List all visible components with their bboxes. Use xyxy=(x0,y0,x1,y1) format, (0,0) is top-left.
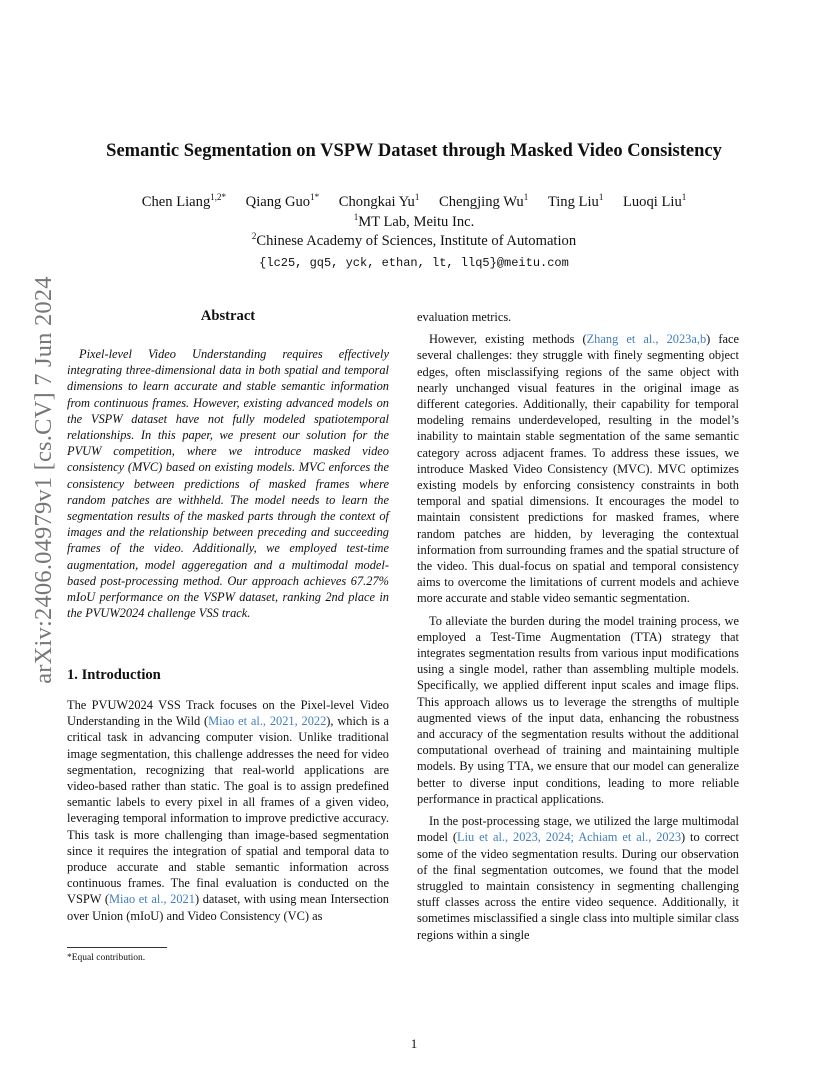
abstract-paragraph: Pixel-level Video Understanding requires effectively integrating three-dimensional data in both spatial and temporal dimensions to learn accurate and stable semantic information from continuous frames. However, existing advanced models on the VSPW dataset have not fully modeled spatiotemporal relationships. In this paper, we present our solution for the PVUW competition, where we introduce masked video consistency (MVC) based on existing models. MVC enforces the consistency between predictions of masked frames where random patches are withheld. The model needs to learn the segmentation results of the masked parts through the context of images and the relationship between preceding and succeeding frames of the video. Additionally, we employed test-time augmentation, model aggeregation and a multimodal model-based post-processing method. Our approach achieves 67.27% mIoU performance on the VSPW dataset, ranking 2nd place in the PVUW2024 challenge VSS track. xyxy=(67,347,389,621)
section-heading-introduction: 1. Introduction xyxy=(67,667,161,683)
page-number: 1 xyxy=(410,1036,418,1051)
right-column-text xyxy=(417,309,739,943)
continued-text: evaluation metrics. xyxy=(417,310,512,324)
footnote-rule xyxy=(67,947,167,948)
citation-link[interactable]: Miao et al., 2021 xyxy=(108,892,195,907)
author-list xyxy=(0,194,828,211)
body-paragraph: To alleviate the burden during the model training process, we employed a Test-Time Augmentation (TTA) strategy that integrates segmentation results from various input modifications using a single model, rather than assembling multiple models. Specifically, we applied different input scales and image flips. This approach allows us to leverage the strengths of multiple augmented views of the input data, enhancing the robustness and accuracy of the segmentation results without the additional computational overhead of training and maintaining multiple models. By using TTA, we ensure that our model can generalize better to diverse input conditions, leading to more reliable performance in practical applications. xyxy=(417,613,739,806)
citation-link[interactable]: Liu et al., 2023, 2024; Achiam et al., 2023 xyxy=(457,830,682,845)
author: Ting Liu$^1$ xyxy=(547,192,604,210)
author-emails: {lc25, gq5, yck, ethan, lt, llq5}@meitu.com xyxy=(259,256,569,270)
author: Qiang Guo$^{1*}$ xyxy=(245,192,320,210)
author: Luoqi Liu$^1$ xyxy=(622,192,687,210)
body-paragraph: However, existing methods (Zhang et al., 2023a,b) face several challenges: they struggle with finely segmenting object edges, often misclassifying regions of the same object with nearly unchanged visual features in the original image as different categories. Additionally, their capability for temporal modeling remains underdeveloped, resulting in the model’s inability to maintain stable segmentation of the same semantic category across adjacent frames. To address these issues, we introduce Masked Video Consistency (MVC). MVC optimizes existing models by enforcing consistency constraints in both temporal and spatial dimensions. It encourages the model to maintain consistent predictions for masked frames, where random patches are hidden, by leveraging the contextual information from surrounding frames and the spatial structure of the video. This dual-focus on spatial and temporal consistency aims to overcome the limitations of current models and achieve more accurate and stable video semantic segmentation. xyxy=(417,332,739,606)
abstract-heading: Abstract xyxy=(200,308,256,324)
abstract-text xyxy=(67,346,389,621)
citation-link[interactable]: Zhang et al., 2023a,b xyxy=(586,332,707,347)
affiliation-2: $^2$Chinese Academy of Sciences, Institute of Automation xyxy=(251,231,577,249)
author: Chengjing Wu$^1$ xyxy=(439,192,529,210)
affiliation-1: $^1$MT Lab, Meitu Inc. xyxy=(353,212,475,230)
arxiv-identifier: arXiv:2406.04979v1 [cs.CV] 7 Jun 2024 xyxy=(30,276,57,684)
footnote: *Equal contribution. xyxy=(67,953,146,963)
citation-link[interactable]: Miao et al., 2021, 2022 xyxy=(208,714,327,729)
body-paragraph: In the post-processing stage, we utilized the large multimodal model (Liu et al., 2023, 2024; Achiam et al., 2023) to correct some of the video segmentation results. During our observation of the final segmentation outcomes, we found that the model struggled to maintain consistency in segmenting challenging stuff classes across the entire video sequence. Additionally, it sometimes misclassified a single class into multiple similar class regions within a single xyxy=(417,814,739,942)
intro-paragraph: The PVUW2024 VSS Track focuses on the Pixel-level Video Understanding in the Wild (Miao et al., 2021, 2022), which is a critical task in advancing computer vision. Unlike traditional image segmentation, this challenge addresses the need for video segmentation, recognizing that real-world applications are video-based rather than static. The goal is to assign predefined semantic labels to every pixel in all frames of a given video, leveraging temporal information to improve predictive accuracy. This task is more challenging than image-based segmentation since it requires the integration of spatial and temporal data to produce accurate and stable semantic information across continuous frames. The final evaluation is conducted on the VSPW (Miao et al., 2021) dataset, with using mean Intersection over Union (mIoU) and Video Consistency (VC) as xyxy=(67,698,390,923)
author: Chen Liang$^{1,2*}$ xyxy=(141,192,226,210)
introduction-text xyxy=(67,697,389,924)
author: Chongkai Yu$^1$ xyxy=(338,192,420,210)
paper-title: Semantic Segmentation on VSPW Dataset through Masked Video Consistency xyxy=(106,141,722,161)
